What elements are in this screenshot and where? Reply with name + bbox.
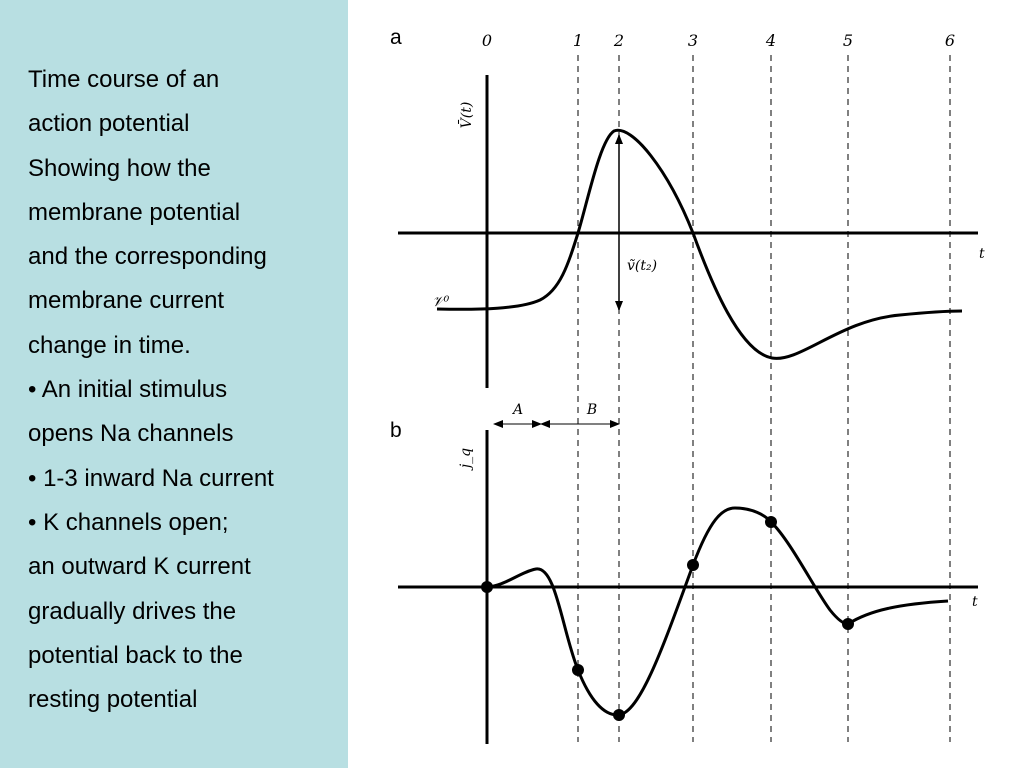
caption-line: resting potential [28,686,198,714]
interval-a-label: A [512,402,524,418]
caption-line: gradually drives the [28,597,237,625]
caption-line: opens Na channels [28,420,234,448]
caption-bullet-na-current: • 1-3 inward Na current [28,464,274,492]
time-marker-labels [482,31,955,50]
caption-line: and the corresponding [28,243,267,271]
caption-line: Time course of an [28,66,220,93]
panel-a-axes [398,75,978,388]
current-curve-points [481,516,854,721]
current-point-4 [765,516,777,528]
panel-b-label: b [390,419,402,442]
panel-a-label: a [390,26,402,49]
caption-line: potential back to the [28,641,243,669]
caption-bullet-stimulus: • An initial stimulus [28,376,228,404]
current-point-0 [481,581,493,593]
time-marker-3: 3 [687,31,699,50]
time-marker-2: 2 [613,31,625,50]
membrane-potential-curve [437,130,962,358]
interval-b-label: B [586,402,598,418]
time-marker-4: 4 [765,31,777,50]
caption-line: change in time. [28,331,191,359]
current-point-5 [842,618,854,630]
panel-b-y-axis-label: j_q [458,447,474,469]
time-marker-0: 0 [481,31,493,50]
panel-a-x-axis-label: t [979,246,985,262]
caption-bullet-k-channels: • K channels open; [28,508,229,536]
time-marker-5: 5 [842,31,854,50]
current-point-2 [613,709,625,721]
time-marker-6: 6 [944,31,956,50]
panel-a-y-axis-label: V̄(t) [459,101,475,129]
time-marker-1: 1 [572,31,584,50]
caption-line: Showing how the [28,154,211,182]
resting-potential-label: 𝒱⁰ [432,294,450,310]
caption-line: membrane potential [28,198,241,226]
current-point-1 [572,664,584,676]
caption-line: an outward K current [28,553,251,581]
caption-line: action potential [28,110,190,138]
time-guide-lines [578,55,950,742]
membrane-current-curve [487,508,948,715]
caption-line: membrane current [28,287,225,315]
panel-b-x-axis-label: t [972,594,978,610]
current-point-3 [687,559,699,571]
amplitude-label: ṽ(t₂) [627,258,658,274]
